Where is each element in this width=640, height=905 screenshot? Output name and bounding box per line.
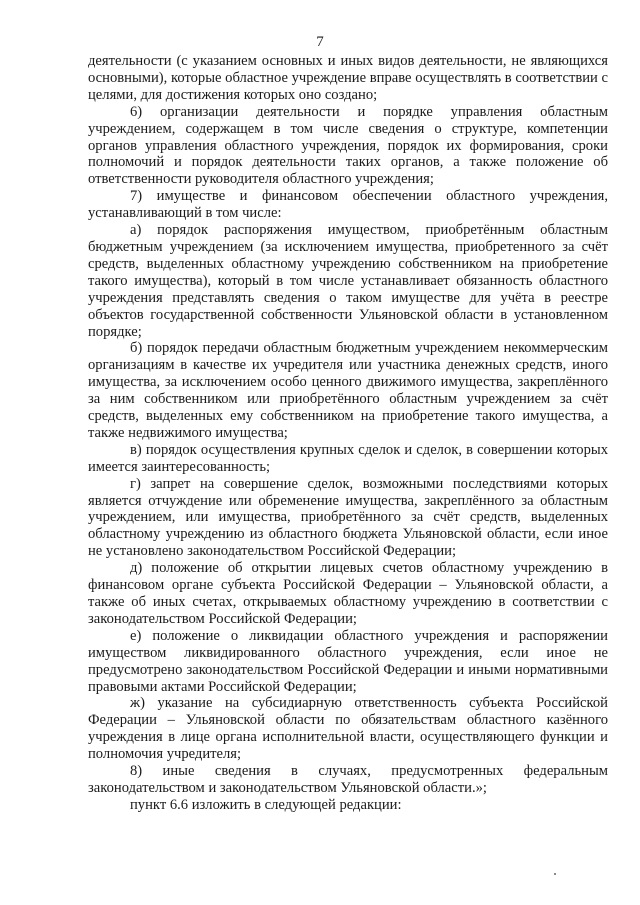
paragraph-subitem-zh: ж) указание на субсидиарную ответственность субъекта Российской Федерации – Ульяновской области по обязательствам областного казённого учреждения в лице органа исполнительной власти, осуществляющего функции и полномочия учредителя; [88, 695, 608, 763]
document-body [88, 53, 608, 814]
paragraph-subitem-e: е) положение о ликвидации областного учреждения и распоряжении имуществом ликвидированного областного учреждения, если иное не предусмотрено законодательством Российской Федерации и иными нормативными правовыми актами Российской Федерации; [88, 627, 608, 695]
paragraph-subitem-d: д) положение об открытии лицевых счетов областному учреждению в финансовом органе субъекта Российской Федерации – Ульяновской области, а также об иных счетах, открываемых областному учреждению в соответствии с законодательством Российской Федерации; [88, 560, 608, 627]
page-number: 7 [316, 34, 324, 50]
paragraph-subitem-a: а) порядок распоряжения имуществом, приобретённым областным бюджетным учреждением (за исключением имущества, приобретенного за счёт средств, выделенных областному учреждению собственником на приобретение такого имущества), который в том числе устанавливает обязанность областного учреждения представлять сведения о таком имуществе для учёта в реестре объектов государственной собственности Ульяновской области в установленном порядке; [88, 222, 608, 340]
paragraph-item-7: 7) имуществе и финансовом обеспечении областного учреждения, устанавливающий в том числе: [88, 188, 608, 222]
paragraph-activity-types: деятельности (с указанием основных и иных видов деятельности, не являющихся основными), которые областное учреждение вправе осуществлять в соответствии с целями, для достижения которых оно создано; [88, 53, 608, 103]
paragraph-subitem-v: в) порядок осуществления крупных сделок и сделок, в совершении которых имеется заинтересованность; [88, 441, 608, 475]
paragraph-subitem-b: б) порядок передачи областным бюджетным учреждением некоммерческим организациям в качестве их учредителя или участника денежных средств, иного имущества, за исключением особо ценного движимого имущества, закреплённого за ним собственником или приобретённого областным учреждением за счёт средств, выделенных ему собственником на приобретение такого имущества, а также недвижимого имущества; [88, 340, 608, 441]
paragraph-item-8: 8) иные сведения в случаях, предусмотренных федеральным законодательством и законодательством Ульяновской области.»; [88, 763, 608, 796]
paragraph-subitem-g: г) запрет на совершение сделок, возможными последствиями которых является отчуждение или обременение имущества, закреплённого за областным учреждением, или имущества, приобретённого за счёт средств, выделенных областному учреждению из областного бюджета Ульяновской области, если иное не установлено законодательством Российской Федерации; [88, 475, 608, 560]
scan-dot [554, 873, 556, 875]
paragraph-clause-6-6: пункт 6.6 изложить в следующей редакции: [130, 796, 402, 813]
paragraph-item-6: 6) организации деятельности и порядке управления областным учреждением, содержащем в том числе сведения о структуре, компетенции органов управления областного учреждения, порядок их формирования, сроки полномочий и порядок деятельности таких органов, а также положение об ответственности руководителя областного учреждения; [88, 103, 608, 188]
